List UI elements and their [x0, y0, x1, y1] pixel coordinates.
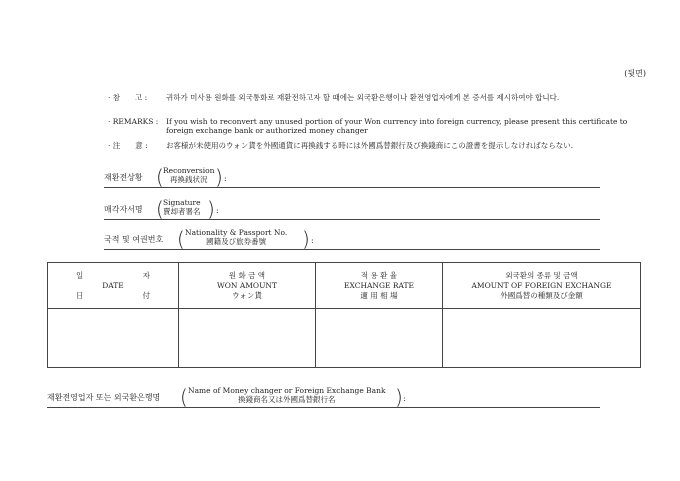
exchange-rate-header — [316, 263, 443, 309]
close-paren: ) — [215, 165, 223, 189]
exchange-rate-header-ko: 적 용 환 율 — [360, 270, 398, 280]
date-cell[interactable] — [48, 309, 179, 368]
exchange-rate-header-ja: 適 用 相 場 — [360, 290, 398, 300]
table-header-row — [48, 263, 641, 309]
signature-field[interactable] — [104, 197, 600, 220]
foreign-exchange-header — [443, 263, 641, 309]
field-label-en: Signature — [163, 198, 201, 207]
exchange-table — [47, 262, 641, 368]
field-colon: : — [403, 394, 406, 403]
close-paren: ) — [207, 197, 215, 221]
won-amount-header-en: WON AMOUNT — [217, 280, 277, 290]
foreign-exchange-header-en: AMOUNT OF FOREIGN EXCHANGE — [471, 280, 612, 290]
note-text: If you wish to reconvert any unused portion of your Won currency into foreign currency, please present this certificate to foreign exchange bank or authorized money changer — [166, 117, 628, 135]
table-row — [48, 309, 641, 368]
nationality-passport-field[interactable] — [104, 227, 600, 250]
exchange-rate-header-en: EXCHANGE RATE — [344, 280, 414, 290]
field-label-ja: 國籍及び旅券番號 — [206, 236, 267, 246]
field-colon: : — [224, 174, 227, 183]
field-label-stack — [185, 229, 287, 246]
field-label-en: Name of Money changer or Foreign Exchange Bank — [188, 386, 386, 395]
note-japanese — [108, 141, 648, 150]
note-english — [108, 117, 648, 135]
field-label-ko: 매각자서명 — [104, 205, 143, 214]
field-label-ja: 賣却者署名 — [163, 206, 201, 216]
field-label-stack — [163, 199, 201, 216]
field-colon: : — [216, 206, 219, 215]
field-label-ko: 국적 및 여권번호 — [104, 235, 164, 244]
field-label-ja: 再換銭状況 — [170, 174, 208, 184]
field-label-ko: 재환전영업자 또는 외국환은행명 — [47, 393, 161, 402]
note-label: · 참 고 : — [108, 93, 148, 102]
foreign-exchange-header-ja: 外國爲替の種類及び金額 — [500, 290, 583, 300]
note-label: · REMARKS : — [108, 117, 159, 126]
date-header — [48, 263, 179, 309]
won-amount-cell[interactable] — [179, 309, 316, 368]
reconversion-field[interactable] — [104, 165, 600, 188]
date-header-ja2: 付 — [142, 290, 150, 300]
field-label-ko: 재환전상황 — [104, 173, 143, 182]
field-label-stack — [188, 387, 386, 404]
page-label: (뒷면) — [624, 69, 646, 78]
date-header-en: DATE — [102, 280, 124, 290]
note-label: · 注 意 : — [108, 141, 148, 150]
note-text: 귀하가 미사용 원화를 외국통화로 재환전하고자 할 때에는 외국환은행이나 환전영업자에게 본 증서를 제시하여야 합니다. — [166, 93, 560, 102]
field-label-en: Reconversion — [163, 166, 215, 175]
note-korean — [108, 93, 648, 111]
open-paren: ( — [156, 197, 164, 221]
field-label-en: Nationality & Passport No. — [185, 228, 288, 237]
foreign-exchange-header-ko: 외국환의 종류 및 금액 — [505, 270, 578, 280]
field-label-ja: 換錢商名又は外國爲替銀行名 — [238, 394, 336, 404]
exchange-rate-cell[interactable] — [316, 309, 443, 368]
won-amount-header-ja: ウォン貨 — [232, 290, 262, 300]
close-paren: ) — [302, 227, 310, 251]
date-header-ja1: 日 — [76, 290, 84, 300]
open-paren: ( — [156, 165, 164, 189]
won-amount-header-ko: 원 화 금 액 — [228, 270, 266, 280]
open-paren: ( — [180, 385, 188, 409]
close-paren: ) — [395, 385, 403, 409]
note-text: お客様が未使用のウォン貨を外國通貨に再換銭する時には外國爲替銀行及び換錢商にこの證書を提示しなければならない. — [166, 141, 574, 150]
money-changer-field[interactable] — [47, 385, 600, 408]
foreign-exchange-cell[interactable] — [443, 309, 641, 368]
field-colon: : — [311, 236, 314, 245]
won-amount-header — [179, 263, 316, 309]
date-header-ko2: 자 — [142, 270, 150, 280]
field-label-stack — [163, 167, 215, 184]
date-header-ko1: 일 — [76, 270, 84, 280]
open-paren: ( — [177, 227, 185, 251]
